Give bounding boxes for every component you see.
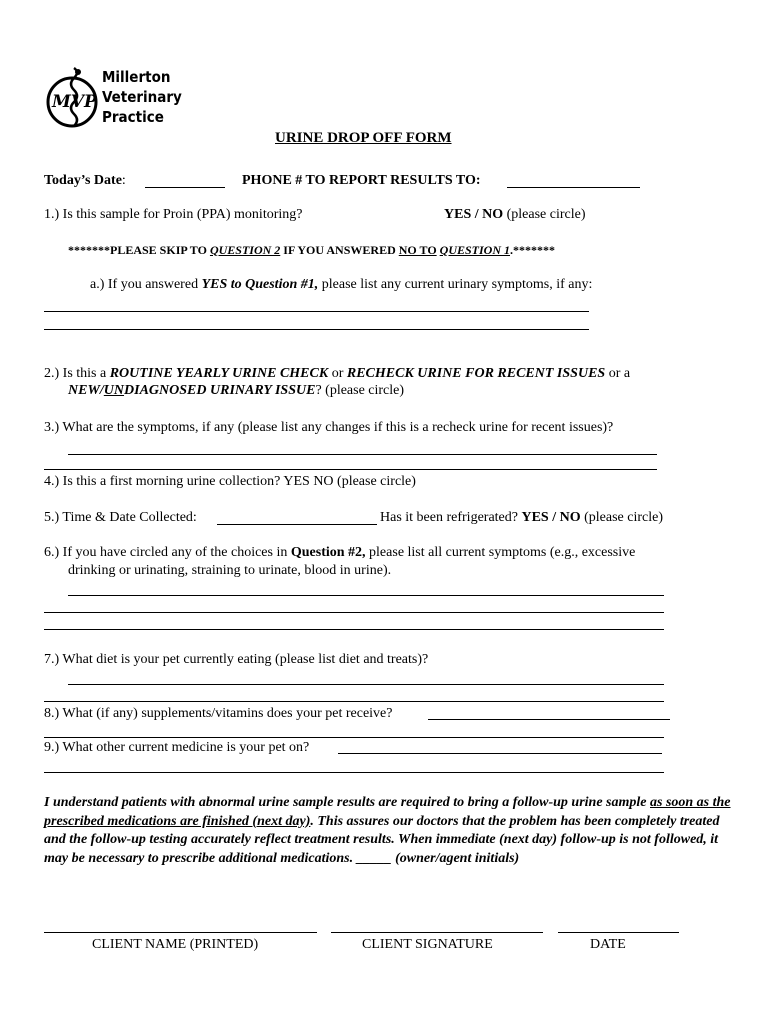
statement-b: . This assures our doctors that the problem has been completely treated and the follow-up testing accurately reflect treatment results. When immediate (next day) follow-up is not followed, it may be necessary to prescribe additional medications. _____ (owner/agent initials) bbox=[44, 813, 720, 866]
question-2-line-1 bbox=[44, 366, 630, 382]
q5-fridge-label: Has it been refrigerated? bbox=[380, 510, 518, 525]
question-5-label: 5.) Time & Date Collected: bbox=[44, 510, 197, 525]
q2-new-a: NEW/ bbox=[68, 383, 104, 398]
logo-line-1: Millerton bbox=[102, 68, 171, 86]
logo-line-2: Veterinary bbox=[102, 88, 182, 106]
statement-a: I understand patients with abnormal urine sample results are required to bring a follow-up urine sample bbox=[44, 795, 650, 810]
question-1: 1.) Is this sample for Proin (PPA) monitoring? bbox=[44, 207, 303, 222]
question-5-fridge bbox=[380, 510, 663, 526]
form-title: URINE DROP OFF FORM bbox=[275, 130, 452, 146]
skip-instruction bbox=[68, 243, 555, 258]
logo-name bbox=[102, 67, 182, 127]
q6-prefix: 6.) If you have circled any of the choices in bbox=[44, 545, 291, 560]
question-6-line-2: drinking or urinating, straining to urinate, blood in urine). bbox=[68, 563, 392, 578]
q2-or-2: or a bbox=[605, 366, 631, 381]
question-4: 4.) Is this a first morning urine collection? YES NO (please circle) bbox=[44, 474, 416, 489]
q1-yes-no[interactable]: YES / NO bbox=[444, 207, 504, 222]
q1a-line-2[interactable] bbox=[44, 329, 589, 330]
q9-line-1[interactable] bbox=[44, 772, 664, 773]
q7-line-2[interactable] bbox=[44, 701, 664, 702]
skip-q1: QUESTION 1 bbox=[439, 243, 510, 257]
practice-logo bbox=[44, 64, 182, 134]
logo-line-3: Practice bbox=[102, 108, 164, 126]
client-signature-field[interactable] bbox=[331, 932, 543, 933]
client-name-label: CLIENT NAME (PRINTED) bbox=[92, 937, 259, 952]
date-colon: : bbox=[121, 173, 126, 188]
q2-routine[interactable]: ROUTINE YEARLY URINE CHECK bbox=[109, 366, 329, 381]
q6-suffix: please list all current symptoms (e.g., excessive bbox=[365, 545, 636, 560]
q3-line-2[interactable] bbox=[44, 469, 657, 470]
q1a-prefix: a.) If you answered bbox=[90, 277, 202, 292]
question-2-line-2 bbox=[68, 383, 404, 399]
time-date-field[interactable] bbox=[217, 524, 377, 525]
question-9: 9.) What other current medicine is your pet on? bbox=[44, 740, 310, 755]
logo-initials: MVP bbox=[52, 92, 97, 112]
skip-stars-b: .******* bbox=[510, 243, 555, 257]
q2-new[interactable] bbox=[68, 383, 315, 398]
question-8: 8.) What (if any) supplements/vitamins does your pet receive? bbox=[44, 706, 393, 721]
question-7: 7.) What diet is your pet currently eating (please list diet and treats)? bbox=[44, 652, 429, 667]
client-name-field[interactable] bbox=[44, 932, 317, 933]
q8-inline-field[interactable] bbox=[428, 719, 670, 720]
q5-circle: (please circle) bbox=[584, 510, 663, 525]
q6-line-2[interactable] bbox=[44, 612, 664, 613]
date-field[interactable] bbox=[145, 187, 225, 188]
q7-line-1[interactable] bbox=[68, 684, 664, 685]
date-label-bottom: DATE bbox=[590, 937, 626, 952]
phone-label: PHONE # TO REPORT RESULTS TO: bbox=[242, 173, 481, 188]
skip-stars-a: *******PLEASE SKIP TO bbox=[68, 243, 210, 257]
skip-no-to: NO TO bbox=[398, 243, 437, 257]
question-1-answer bbox=[444, 207, 586, 223]
q2-un: UN bbox=[103, 383, 125, 398]
q1-circle: (please circle) bbox=[506, 207, 586, 222]
q6-line-1[interactable] bbox=[68, 595, 664, 596]
q2-prefix: 2.) Is this a bbox=[44, 366, 110, 381]
skip-mid: IF YOU ANSWERED bbox=[280, 243, 399, 257]
q2-suffix: ? (please circle) bbox=[315, 383, 405, 398]
q2-or-1: or bbox=[328, 366, 347, 381]
consent-statement bbox=[44, 794, 734, 868]
q5-yes-no[interactable]: YES / NO bbox=[521, 510, 581, 525]
q8-line-1[interactable] bbox=[44, 737, 664, 738]
date-signature-field[interactable] bbox=[558, 932, 679, 933]
q1a-suffix: please list any current urinary symptoms, if any: bbox=[318, 277, 593, 292]
q6-line-3[interactable] bbox=[44, 629, 664, 630]
q9-inline-field[interactable] bbox=[338, 753, 662, 754]
client-signature-label: CLIENT SIGNATURE bbox=[362, 937, 493, 952]
skip-q2: QUESTION 2 bbox=[209, 243, 281, 257]
q2-diag: DIAGNOSED URINARY ISSUE bbox=[124, 383, 316, 398]
question-6-line-1 bbox=[44, 545, 635, 561]
q1a-emph: YES to Question #1, bbox=[201, 277, 319, 292]
date-label-text: Today’s Date bbox=[44, 173, 122, 188]
q2-recheck[interactable]: RECHECK URINE FOR RECENT ISSUES bbox=[346, 366, 606, 381]
question-1a bbox=[90, 277, 592, 293]
q3-line-1[interactable] bbox=[68, 454, 657, 455]
q1a-line-1[interactable] bbox=[44, 311, 589, 312]
q6-emph: Question #2, bbox=[290, 545, 366, 560]
date-label bbox=[44, 173, 126, 189]
statement-underlined: as soon as the prescribed medications are finished (next day) bbox=[44, 795, 731, 829]
phone-field[interactable] bbox=[507, 187, 640, 188]
question-3: 3.) What are the symptoms, if any (please list any changes if this is a recheck urine for recent issues)? bbox=[44, 420, 614, 435]
